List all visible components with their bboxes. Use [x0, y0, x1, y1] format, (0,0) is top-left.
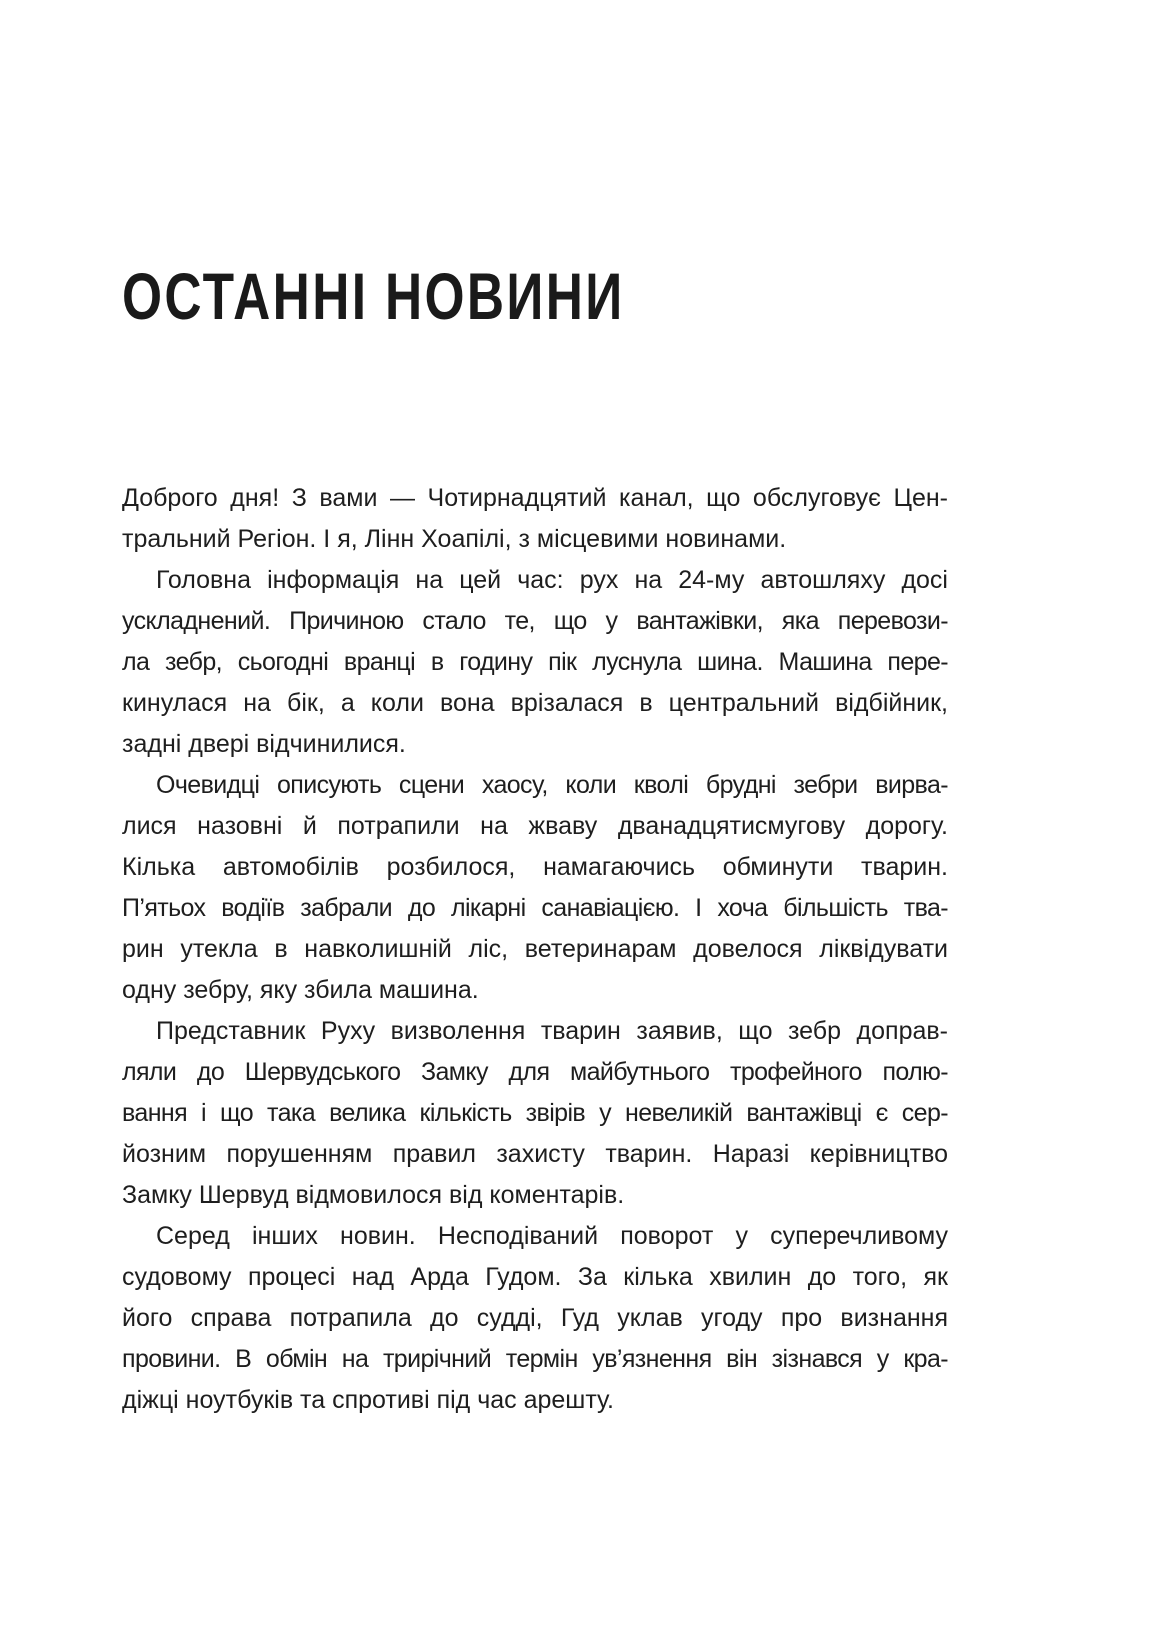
- text-line: Доброго дня! З вами — Чотирнадцятий канал, що обслуговує Цен-: [122, 484, 948, 512]
- text-line: ла зебр, сьогодні вранці в годину пік луснула шина. Машина пере-: [122, 648, 948, 676]
- chapter-body: [122, 478, 948, 1421]
- text-line: Представник Руху визволення тварин заявив, що зебр доправ-: [156, 1017, 948, 1045]
- text-line: задні двері відчинилися.: [122, 730, 406, 758]
- text-line: ускладнений. Причиною стало те, що у вантажівки, яка перевози-: [122, 607, 948, 635]
- text-line: лися назовні й потрапили на жваву дванадцятисмугову дорогу.: [122, 812, 948, 840]
- text-line: Головна інформація на цей час: рух на 24-му автошляху досі: [156, 566, 948, 594]
- text-line: Замку Шервуд відмовилося від коментарів.: [122, 1181, 625, 1209]
- text-line: одну зебру, яку збила машина.: [122, 976, 479, 1004]
- text-line: Очевидці описують сцени хаосу, коли кволі брудні зебри вирва-: [156, 771, 948, 799]
- text-line: діжці ноутбуків та спротиві під час арешту.: [122, 1386, 615, 1414]
- text-line: йозним порушенням правил захисту тварин. Наразі керівництво: [122, 1140, 948, 1168]
- text-line: Серед інших новин. Несподіваний поворот у суперечливому: [156, 1222, 948, 1250]
- text-line: тральний Регіон. І я, Лінн Хоапілі, з місцевими новинами.: [122, 525, 787, 553]
- text-line: вання і що така велика кількість звірів у невеликій вантажівці є сер-: [122, 1099, 948, 1127]
- text-line: судовому процесі над Арда Гудом. За кілька хвилин до того, як: [122, 1263, 948, 1291]
- text-line: провини. В обмін на трирічний термін ув’язнення він зізнався у кра-: [122, 1345, 948, 1373]
- text-line: його справа потрапила до судді, Гуд уклав угоду про визнання: [122, 1304, 948, 1332]
- text-line: кинулася на бік, а коли вона врізалася в центральний відбійник,: [122, 689, 948, 717]
- text-line: П’ятьох водіїв забрали до лікарні санавіацією. І хоча більшість тва-: [122, 894, 948, 922]
- text-line: ляли до Шервудського Замку для майбутнього трофейного полю-: [122, 1058, 948, 1086]
- chapter-title: ОСТАННІ НОВИНИ: [122, 259, 625, 333]
- text-line: рин утекла в навколишній ліс, ветеринарам довелося ліквідувати: [122, 935, 948, 963]
- text-line: Кілька автомобілів розбилося, намагаючись обминути тварин.: [122, 853, 948, 881]
